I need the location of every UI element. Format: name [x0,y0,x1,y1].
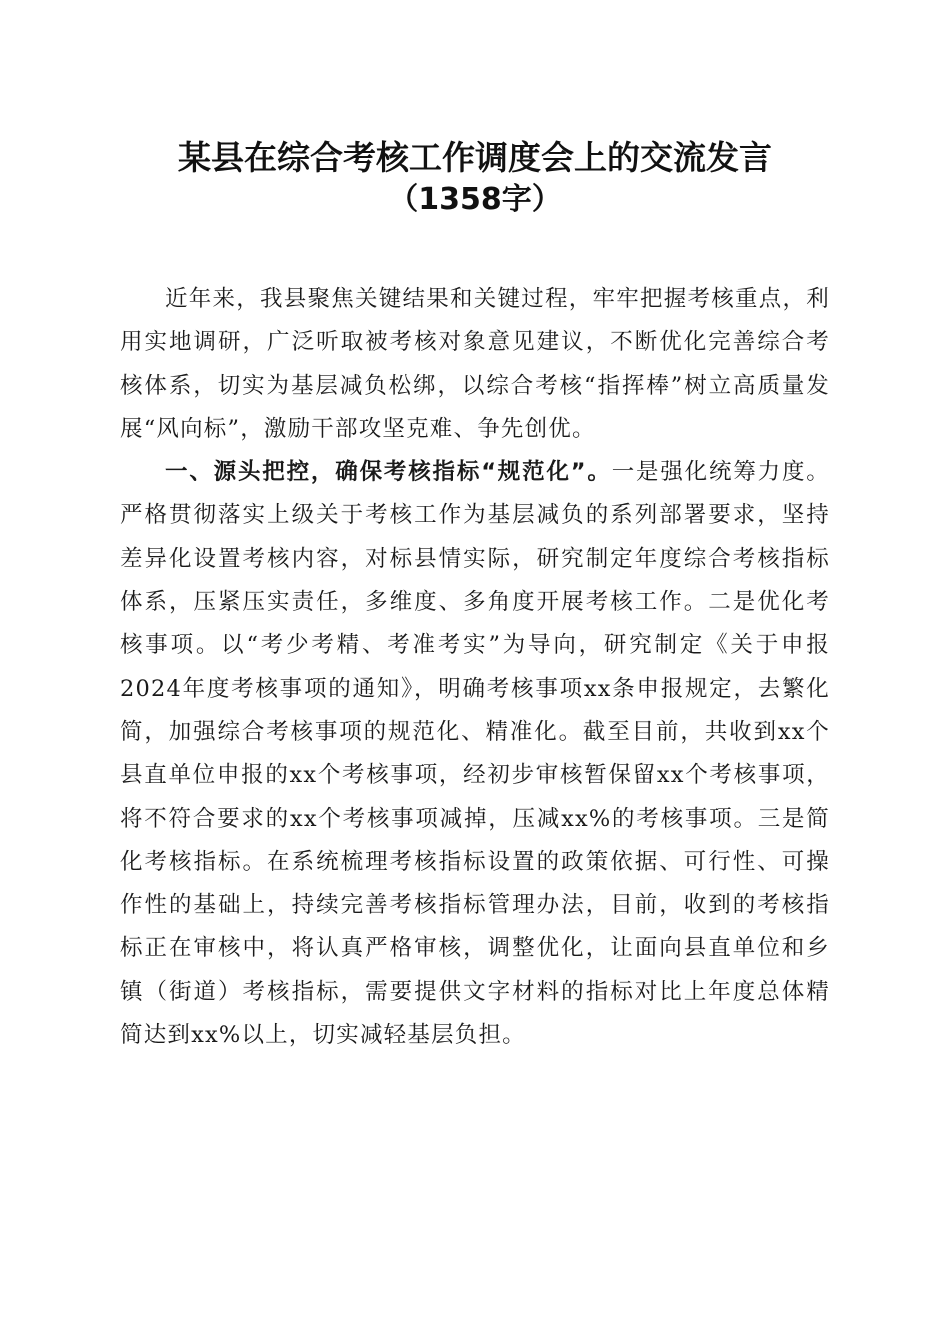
intro-paragraph-text: 近年来，我县聚焦关键结果和关键过程，牢牢把握考核重点，利用实地调研，广泛听取被考核对象意见建议，不断优化完善综合考核体系，切实为基层减负松绑，以综合考核“指挥棒”树立高质量发展“风向标”，激励干部攻坚克难、争先创优。 [120,286,830,442]
document-body [120,278,830,1057]
section-one-heading: 一、源头把控，确保考核指标“规范化”。 [165,459,612,486]
document-subtitle: （1358字） [388,182,562,217]
intro-paragraph [120,278,830,451]
section-one-text: 一是强化统筹力度。严格贯彻落实上级关于考核工作为基层减负的系列部署要求，坚持差异化设置考核内容，对标县情实际，研究制定年度综合考核指标体系，压紧压实责任，多维度、多角度开展考核工作。二是优化考核事项。以“考少考精、考准考实”为导向，研究制定《关于申报2024年度考核事项的通知》，明确考核事项xx条申报规定，去繁化简，加强综合考核事项的规范化、精准化。截至目前，共收到xx个县直单位申报的xx个考核事项，经初步审核暂保留xx个考核事项，将不符合要求的xx个考核事项减掉，压减xx%的考核事项。三是简化考核指标。在系统梳理考核指标设置的政策依据、可行性、可操作性的基础上，持续完善考核指标管理办法，目前，收到的考核指标正在审核中，将认真严格审核，调整优化，让面向县直单位和乡镇（街道）考核指标，需要提供文字材料的指标对比上年度总体精简达到xx%以上，切实减轻基层负担。 [120,459,830,1049]
section-one-paragraph [120,451,830,1057]
document-title: 某县在综合考核工作调度会上的交流发言 [178,138,772,177]
